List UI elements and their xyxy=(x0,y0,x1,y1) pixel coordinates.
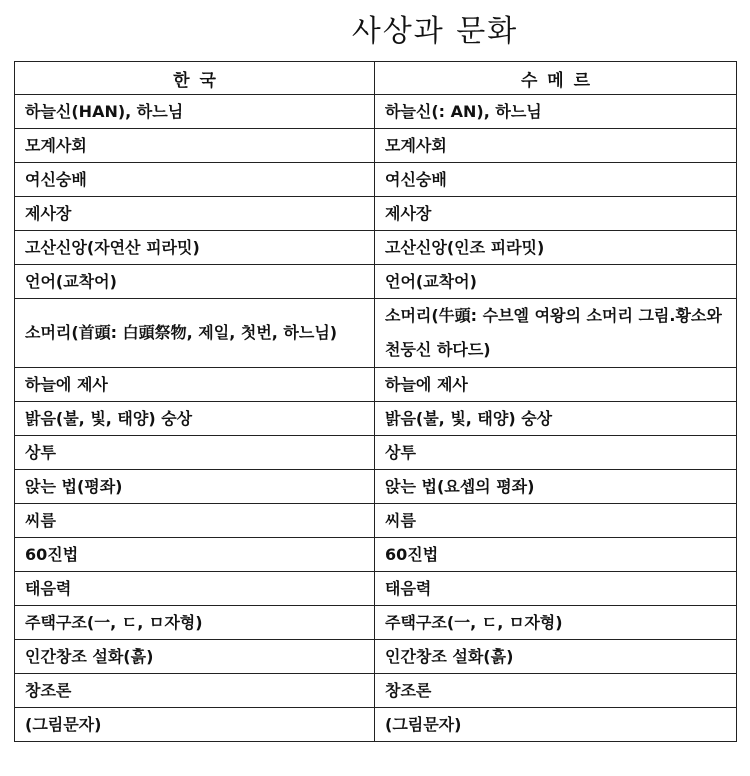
table-row xyxy=(15,231,737,265)
sumer-cell: 인간창조 설화(흙) xyxy=(375,640,737,674)
table-row xyxy=(15,368,737,402)
korea-cell: 여신숭배 xyxy=(15,163,375,197)
korea-cell: 앉는 법(평좌) xyxy=(15,470,375,504)
sumer-cell: 고산신앙(인조 피라밋) xyxy=(375,231,737,265)
korea-cell: 밝음(불, 빛, 태양) 숭상 xyxy=(15,402,375,436)
korea-cell: 하늘에 제사 xyxy=(15,368,375,402)
table-row xyxy=(15,674,737,708)
sumer-cell: 주택구조(一, ㄷ, ㅁ자형) xyxy=(375,606,737,640)
sumer-cell: 씨름 xyxy=(375,504,737,538)
header-korea: 한 국 xyxy=(15,62,375,95)
korea-cell: 고산신앙(자연산 피라밋) xyxy=(15,231,375,265)
sumer-cell: 하늘신(: AN), 하느님 xyxy=(375,95,737,129)
table-row xyxy=(15,504,737,538)
sumer-cell: 60진법 xyxy=(375,538,737,572)
table-row xyxy=(15,606,737,640)
table-row xyxy=(15,402,737,436)
korea-cell: 60진법 xyxy=(15,538,375,572)
table-row xyxy=(15,95,737,129)
table-row xyxy=(15,265,737,299)
comparison-table xyxy=(14,61,737,742)
table-header-row xyxy=(15,62,737,95)
korea-cell: 모계사회 xyxy=(15,129,375,163)
table-row xyxy=(15,708,737,742)
korea-cell: 인간창조 설화(흙) xyxy=(15,640,375,674)
header-sumer: 수 메 르 xyxy=(375,62,737,95)
table-row xyxy=(15,163,737,197)
sumer-cell: 태음력 xyxy=(375,572,737,606)
table-row xyxy=(15,197,737,231)
table-row xyxy=(15,640,737,674)
sumer-cell: 창조론 xyxy=(375,674,737,708)
sumer-cell: 상투 xyxy=(375,436,737,470)
table-row xyxy=(15,538,737,572)
sumer-cell: 소머리(牛頭: 수브엘 여왕의 소머리 그림.황소와 천둥신 하다드) xyxy=(375,299,737,368)
korea-cell: 씨름 xyxy=(15,504,375,538)
sumer-cell: (그림문자) xyxy=(375,708,737,742)
korea-cell: (그림문자) xyxy=(15,708,375,742)
sumer-cell: 하늘에 제사 xyxy=(375,368,737,402)
korea-cell: 하늘신(HAN), 하느님 xyxy=(15,95,375,129)
korea-cell: 제사장 xyxy=(15,197,375,231)
korea-cell: 주택구조(一, ㄷ, ㅁ자형) xyxy=(15,606,375,640)
page-title: 사상과 문화 xyxy=(351,14,519,49)
sumer-cell: 모계사회 xyxy=(375,129,737,163)
table-row xyxy=(15,436,737,470)
korea-cell: 태음력 xyxy=(15,572,375,606)
korea-cell: 언어(교착어) xyxy=(15,265,375,299)
table-row xyxy=(15,299,737,368)
sumer-cell: 제사장 xyxy=(375,197,737,231)
sumer-cell: 밝음(불, 빛, 태양) 숭상 xyxy=(375,402,737,436)
table-row xyxy=(15,129,737,163)
sumer-cell: 앉는 법(요셉의 평좌) xyxy=(375,470,737,504)
table-row xyxy=(15,572,737,606)
sumer-cell: 여신숭배 xyxy=(375,163,737,197)
sumer-cell: 언어(교착어) xyxy=(375,265,737,299)
korea-cell: 소머리(首頭: 白頭祭物, 제일, 첫번, 하느님) xyxy=(15,299,375,368)
korea-cell: 창조론 xyxy=(15,674,375,708)
table-row xyxy=(15,470,737,504)
korea-cell: 상투 xyxy=(15,436,375,470)
